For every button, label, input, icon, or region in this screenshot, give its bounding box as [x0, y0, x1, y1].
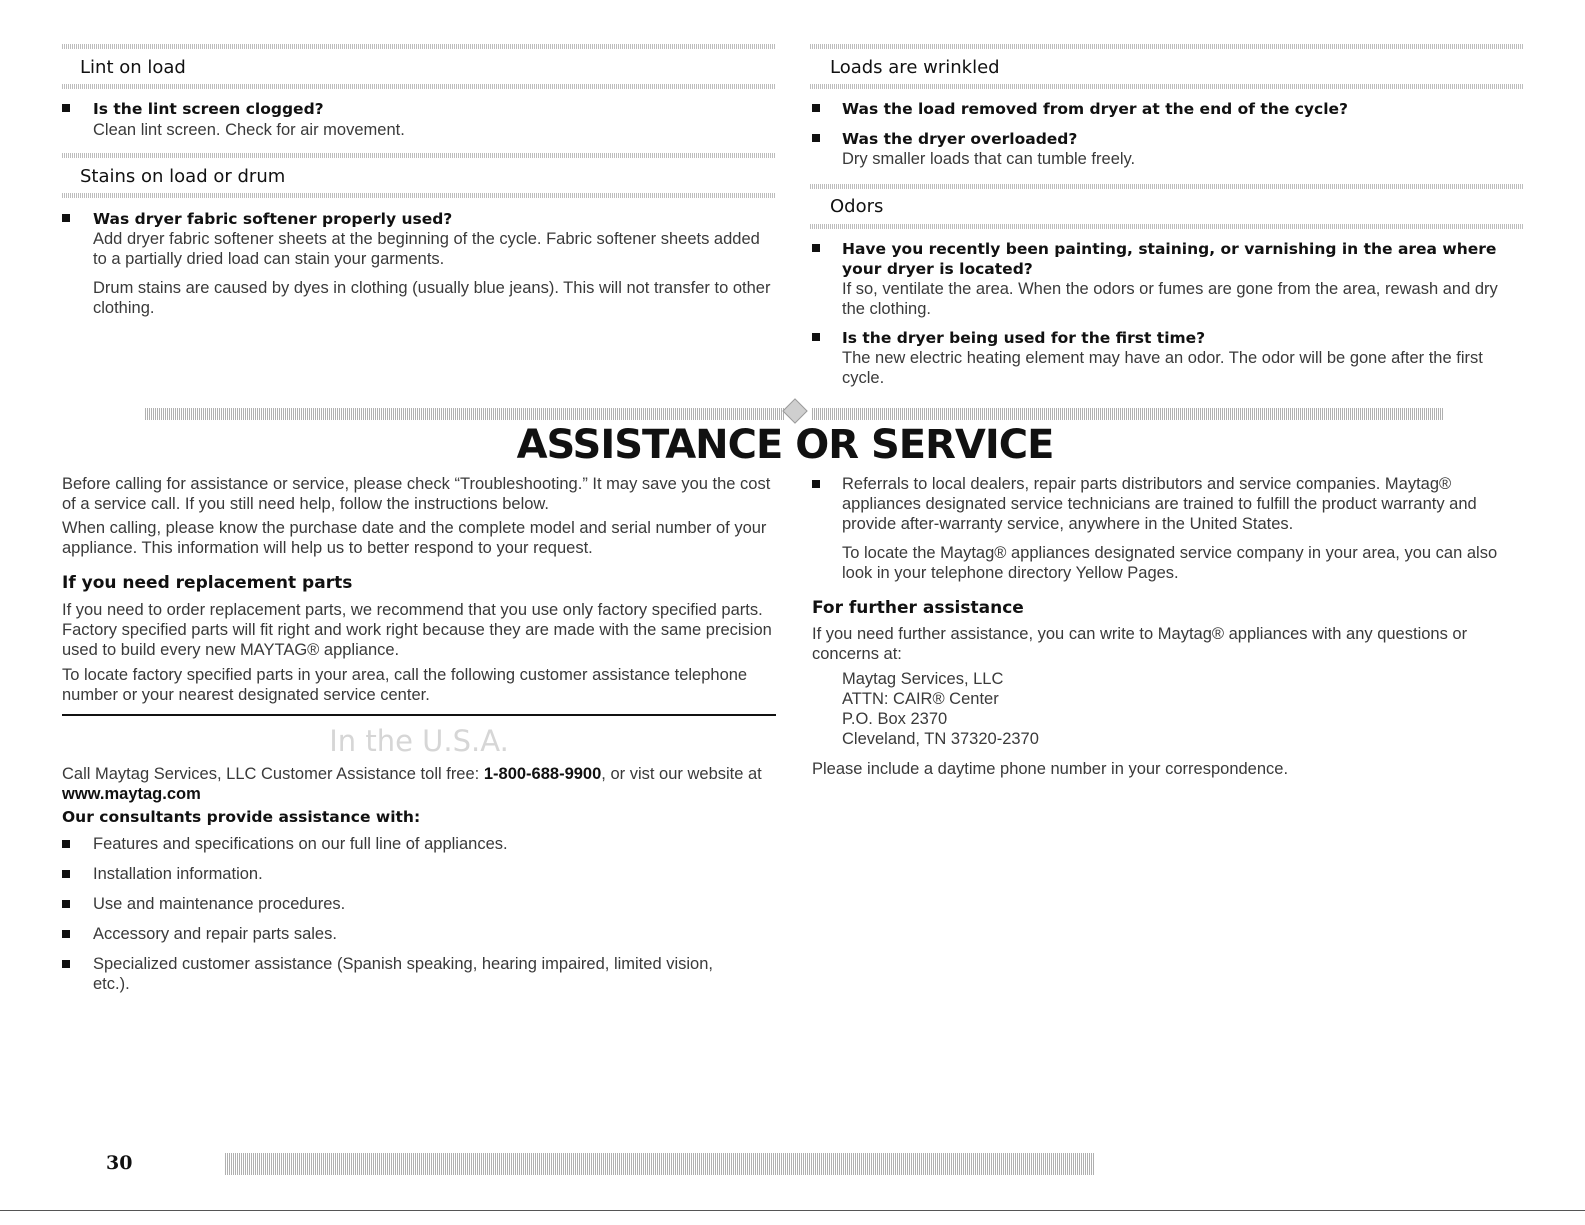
bullet-icon	[62, 960, 70, 968]
parts-paragraph: To locate factory specified parts in your area, call the following customer assistance telephone number or your nearest designated service center.	[62, 666, 748, 704]
section-rule	[62, 153, 776, 158]
parts-heading: If you need replacement parts	[62, 573, 353, 593]
call-text: Call Maytag Services, LLC Customer Assistance toll free:	[62, 765, 484, 783]
address-line: Cleveland, TN 37320-2370	[842, 730, 1039, 748]
section-title-odors: Odors	[830, 196, 884, 217]
bullet-icon	[62, 214, 70, 222]
phone-number[interactable]: 1-800-688-9900	[483, 765, 602, 783]
section-rule	[62, 193, 776, 198]
diamond-icon	[782, 398, 807, 423]
question: Is the dryer being used for the first time?	[842, 329, 1206, 347]
section-rule	[810, 184, 1524, 189]
question: Was the dryer overloaded?	[842, 130, 1078, 148]
further-paragraph: If you need further assistance, you can write to Maytag® appliances with any questions or concerns at:	[812, 625, 1468, 663]
bullet-icon	[62, 840, 70, 848]
bullet-icon	[812, 134, 820, 142]
locate-paragraph: To locate the Maytag® appliances designated service company in your area, you can also look in your telephone directory Yellow Pages.	[842, 544, 1498, 582]
section-rule	[62, 84, 776, 89]
address-line: Maytag Services, LLC	[842, 670, 1004, 688]
section-title-wrinkled: Loads are wrinkled	[830, 57, 1000, 78]
page-number: 30	[106, 1152, 133, 1174]
answer: Drum stains are caused by dyes in clothing (usually blue jeans). This will not transfer to other clothing.	[93, 279, 771, 317]
bullet-icon	[62, 900, 70, 908]
question: Have you recently been painting, staining, or varnishing in the area where your dryer is located?	[842, 240, 1497, 278]
bullet-icon	[812, 244, 820, 252]
answer: The new electric heating element may have an odor. The odor will be gone after the first cycle.	[842, 349, 1483, 387]
list-item: Use and maintenance procedures.	[93, 895, 346, 913]
section-rule	[810, 224, 1524, 229]
address-line: ATTN: CAIR® Center	[842, 690, 999, 708]
answer: Clean lint screen. Check for air movement.	[93, 121, 405, 139]
section-rule	[810, 44, 1524, 49]
list-item: Specialized customer assistance (Spanish speaking, hearing impaired, limited vision, etc.).	[93, 955, 713, 993]
intro-paragraph: Before calling for assistance or service, please check “Troubleshooting.” It may save you the cost of a service call. If you still need help, follow the instructions below.	[62, 475, 771, 513]
bullet-icon	[812, 104, 820, 112]
footer-divider	[225, 1153, 1095, 1175]
decorative-divider-right	[812, 408, 1444, 420]
list-item: Features and specifications on our full line of appliances.	[93, 835, 508, 853]
bullet-icon	[812, 333, 820, 341]
section-rule	[810, 84, 1524, 89]
list-item: Accessory and repair parts sales.	[93, 925, 337, 943]
address-line: P.O. Box 2370	[842, 710, 948, 728]
bottom-edge-rule	[0, 1210, 1585, 1211]
section-title-lint: Lint on load	[80, 57, 186, 78]
question: Was the load removed from dryer at the end of the cycle?	[842, 100, 1349, 118]
consultants-heading: Our consultants provide assistance with:	[62, 808, 421, 826]
list-item: Installation information.	[93, 865, 263, 883]
bullet-icon	[62, 930, 70, 938]
question: Was dryer fabric softener properly used?	[93, 210, 453, 228]
include-paragraph: Please include a daytime phone number in your correspondence.	[812, 760, 1289, 778]
website-link[interactable]: www.maytag.com	[62, 785, 201, 803]
page-title: ASSISTANCE OR SERVICE	[516, 422, 1054, 468]
answer: If so, ventilate the area. When the odors or fumes are gone from the area, rewash and dry the clothing.	[842, 280, 1498, 318]
answer: Dry smaller loads that can tumble freely.	[842, 150, 1136, 168]
decorative-divider-left	[145, 408, 785, 420]
section-rule	[62, 44, 776, 49]
section-rule	[62, 714, 776, 716]
call-text: , or vist our website at	[601, 765, 762, 783]
parts-paragraph: If you need to order replacement parts, we recommend that you use only factory specified parts. Factory specified parts will fit right and work right because they are made with the same precision used to build every new MAYTAG® appliance.	[62, 601, 772, 659]
bullet-icon	[62, 104, 70, 112]
call-paragraph	[62, 764, 776, 804]
bullet-icon	[812, 480, 820, 488]
section-title-stains: Stains on load or drum	[80, 166, 286, 187]
intro-paragraph: When calling, please know the purchase date and the complete model and serial number of your appliance. This information will help us to better respond to your request.	[62, 519, 767, 557]
question: Is the lint screen clogged?	[93, 100, 324, 118]
bullet-icon	[62, 870, 70, 878]
referrals-paragraph: Referrals to local dealers, repair parts distributors and service companies. Maytag® appliances designated service technicians are trained to fulfill the product warranty and provide after-warranty service, anywhere in the United States.	[842, 475, 1477, 533]
answer: Add dryer fabric softener sheets at the beginning of the cycle. Fabric softener sheets added to a partially dried load can stain your garments.	[93, 230, 760, 268]
further-heading: For further assistance	[812, 598, 1024, 618]
usa-heading: In the U.S.A.	[329, 724, 509, 758]
